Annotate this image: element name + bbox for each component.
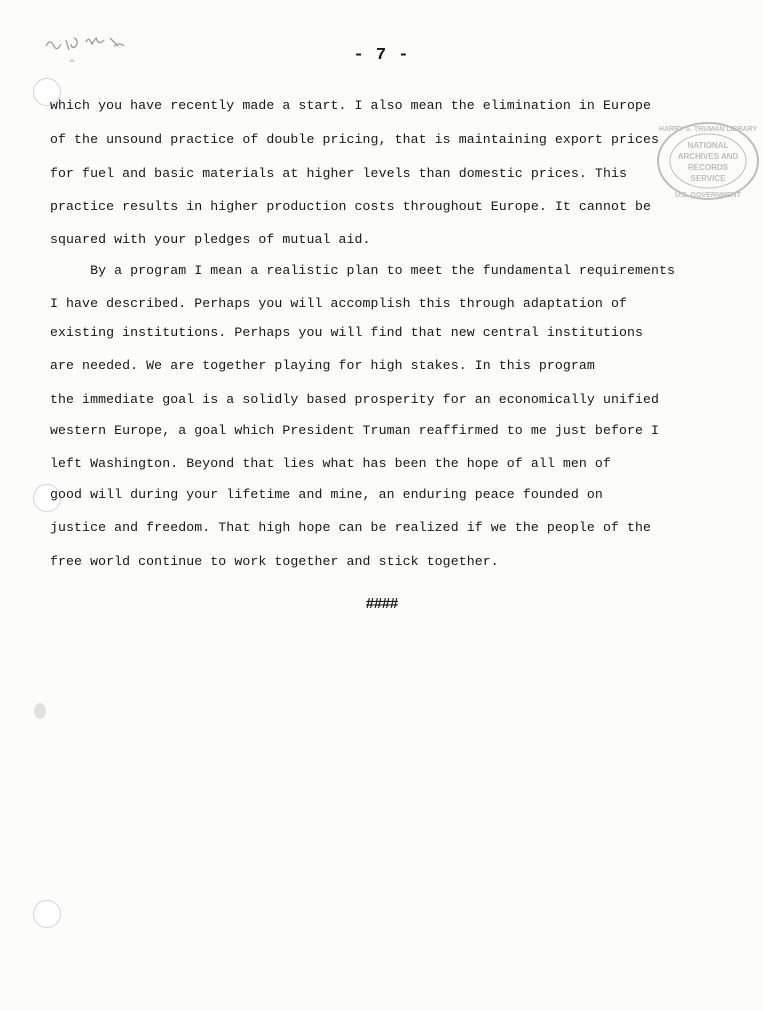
paper-smudge xyxy=(34,703,46,719)
end-mark: #### xyxy=(365,596,398,613)
page-number: - 7 - xyxy=(353,46,410,65)
text-line: the immediate goal is a solidly based prosperity for an economically unified xyxy=(50,392,660,407)
text-line: western Europe, a goal which President Truman reaffirmed to me just before I xyxy=(50,423,660,438)
text-line: existing institutions. Perhaps you will find that new central institutions xyxy=(50,325,644,340)
text-line: left Washington. Beyond that lies what has been the hope of all men of xyxy=(50,456,611,471)
text-line: are needed. We are together playing for high stakes. In this program xyxy=(50,358,595,373)
archive-stamp xyxy=(652,118,762,204)
text-line: free world continue to work together and stick together. xyxy=(50,554,499,569)
text-line: of the unsound practice of double pricing, that is maintaining export prices xyxy=(50,132,660,147)
stamp-line-5: SERVICE xyxy=(690,174,726,183)
stamp-line-2: NATIONAL xyxy=(687,141,729,150)
stamp-line-1: HARRY S. TRUMAN LIBRARY xyxy=(658,126,758,133)
text-line: which you have recently made a start. I also mean the elimination in Europe xyxy=(50,98,652,113)
stamp-line-6: U.S. GOVERNMENT xyxy=(675,192,741,199)
stamp-line-3: ARCHIVES AND xyxy=(677,152,739,161)
stamp-line-4: RECORDS xyxy=(687,163,729,172)
text-line: By a program I mean a realistic plan to meet the fundamental requirements xyxy=(50,263,676,278)
text-line: squared with your pledges of mutual aid. xyxy=(50,232,371,247)
text-line: I have described. Perhaps you will accomplish this through adaptation of xyxy=(50,296,627,311)
text-line: practice results in higher production costs throughout Europe. It cannot be xyxy=(50,199,652,214)
punch-hole-bottom xyxy=(33,900,61,928)
text-line: for fuel and basic materials at higher levels than domestic prices. This xyxy=(50,166,627,181)
text-line: justice and freedom. That high hope can be realized if we the people of the xyxy=(50,520,652,535)
text-line: good will during your lifetime and mine, an enduring peace founded on xyxy=(50,487,603,502)
